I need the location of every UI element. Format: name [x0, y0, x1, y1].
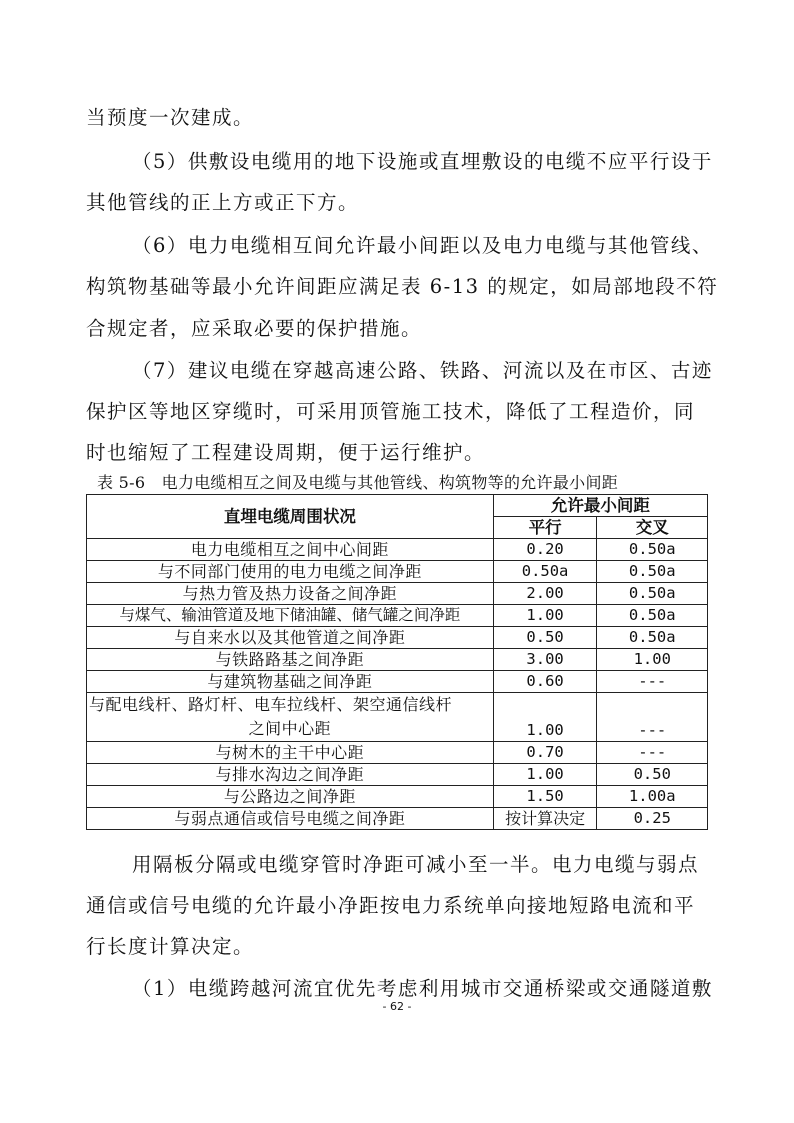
paragraph-line: 保护区等地区穿缆时，可采用顶管施工技术，降低了工程造价，同 — [86, 400, 696, 423]
table-row — [87, 764, 708, 786]
paragraph-line: 合规定者，应采取必要的保护措施。 — [86, 317, 423, 340]
table-row — [87, 583, 708, 605]
row-condition: 与不同部门使用的电力电缆之间净距 — [87, 561, 494, 583]
table-row — [87, 742, 708, 764]
clearance-table — [86, 494, 708, 830]
paragraph-line: 通信或信号电缆的允许最小净距按电力系统单向接地短路电流和平 — [86, 894, 696, 917]
header-condition: 直埋电缆周围状况 — [87, 495, 494, 539]
row-parallel: 0.50a — [493, 561, 597, 583]
paragraph-line: （5）供敷设电缆用的地下设施或直埋敷设的电缆不应平行设于 — [132, 150, 713, 173]
row-condition: 与弱点通信或信号电缆之间净距 — [87, 808, 494, 830]
row-cross: 0.25 — [597, 808, 708, 830]
row-cross: 0.50a — [597, 605, 708, 627]
paragraph-line: （6）电力电缆相互间允许最小间距以及电力电缆与其他管线、 — [132, 234, 713, 257]
row-condition: 与自来水以及其他管道之间净距 — [87, 627, 494, 649]
row-condition — [87, 693, 494, 742]
row-condition-line2: 之间中心距 — [248, 719, 332, 738]
header-min-distance: 允许最小间距 — [493, 495, 707, 517]
row-cross: 0.50a — [597, 627, 708, 649]
header-parallel: 平行 — [493, 517, 597, 539]
row-condition-line1: 与配电线杆、路灯杆、电车拉线杆、架空通信线杆 — [89, 695, 453, 714]
table-row — [87, 649, 708, 671]
row-cross: --- — [597, 671, 708, 693]
row-condition: 与树木的主干中心距 — [87, 742, 494, 764]
paragraph-line: 构筑物基础等最小允许间距应满足表 6-13 的规定，如局部地段不符 — [86, 275, 719, 298]
row-parallel: 0.70 — [493, 742, 597, 764]
row-cross: 0.50a — [597, 561, 708, 583]
page-number: - 62 - — [382, 1000, 412, 1013]
paragraph-line: 其他管线的正上方或正下方。 — [86, 191, 360, 214]
table-row — [87, 693, 708, 742]
row-condition: 与热力管及热力设备之间净距 — [87, 583, 494, 605]
row-cross: 0.50a — [597, 583, 708, 605]
row-parallel: 3.00 — [493, 649, 597, 671]
table-row — [87, 786, 708, 808]
row-parallel: 1.00 — [493, 693, 597, 742]
header-cross: 交叉 — [597, 517, 708, 539]
row-cross: 1.00a — [597, 786, 708, 808]
table-row — [87, 539, 708, 561]
row-condition: 电力电缆相互之间中心间距 — [87, 539, 494, 561]
row-condition: 与建筑物基础之间净距 — [87, 671, 494, 693]
row-condition: 与铁路路基之间净距 — [87, 649, 494, 671]
row-cross: --- — [597, 693, 708, 742]
row-parallel: 1.50 — [493, 786, 597, 808]
table-row — [87, 627, 708, 649]
table-row — [87, 808, 708, 830]
paragraph-line: 当预度一次建成。 — [86, 106, 255, 129]
row-parallel: 按计算决定 — [493, 808, 597, 830]
row-cross: --- — [597, 742, 708, 764]
table-row — [87, 671, 708, 693]
table-row — [87, 561, 708, 583]
row-cross: 0.50 — [597, 764, 708, 786]
row-cross: 0.50a — [597, 539, 708, 561]
row-parallel: 1.00 — [493, 605, 597, 627]
row-parallel: 1.00 — [493, 764, 597, 786]
row-condition: 与煤气、输油管道及地下储油罐、储气罐之间净距 — [87, 605, 494, 627]
paragraph-line: （7）建议电缆在穿越高速公路、铁路、河流以及在市区、古迹 — [132, 359, 713, 382]
paragraph-line: （1）电缆跨越河流宜优先考虑利用城市交通桥梁或交通隧道敷 — [132, 977, 713, 1000]
row-condition: 与公路边之间净距 — [87, 786, 494, 808]
table-caption: 表 5-6 电力电缆相互之间及电缆与其他管线、构筑物等的允许最小间距 — [97, 473, 619, 492]
paragraph-line: 行长度计算决定。 — [86, 935, 255, 958]
row-condition: 与排水沟边之间净距 — [87, 764, 494, 786]
row-parallel: 0.20 — [493, 539, 597, 561]
table-header-row — [87, 495, 708, 517]
paragraph-line: 用隔板分隔或电缆穿管时净距可减小至一半。电力电缆与弱点 — [132, 853, 700, 876]
row-parallel: 2.00 — [493, 583, 597, 605]
paragraph-line: 时也缩短了工程建设周期，便于运行维护。 — [86, 441, 486, 464]
table-row — [87, 605, 708, 627]
row-cross: 1.00 — [597, 649, 708, 671]
row-parallel: 0.60 — [493, 671, 597, 693]
row-condition-text — [89, 693, 491, 741]
row-parallel: 0.50 — [493, 627, 597, 649]
